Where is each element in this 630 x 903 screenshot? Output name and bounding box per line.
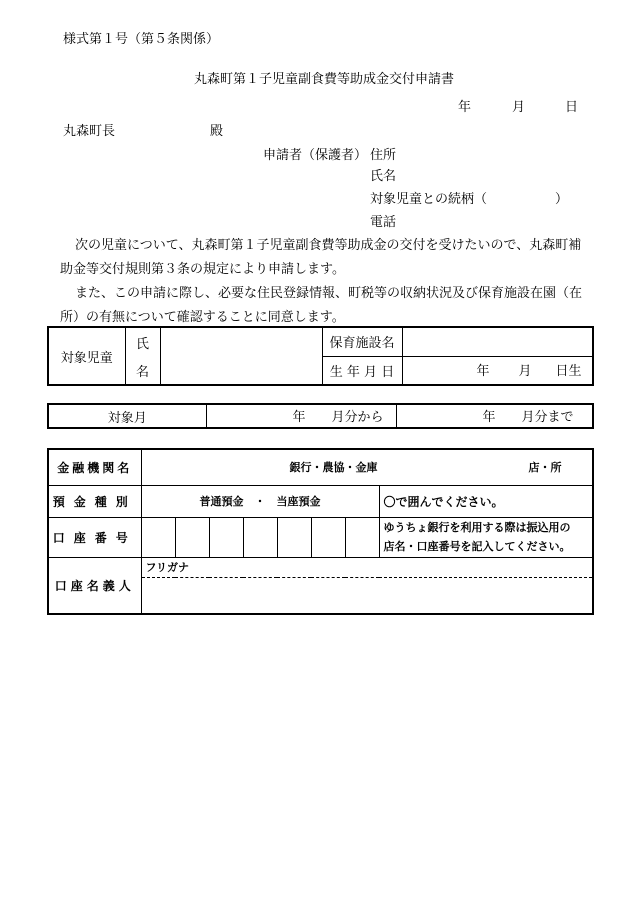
target-month-label: 対象月 (48, 404, 206, 428)
child-name-label-top: 氏 (125, 327, 160, 356)
birth-day-label: 日生 (555, 363, 582, 379)
to-year-label: 年 (482, 410, 496, 425)
account-digit-6[interactable] (311, 517, 345, 557)
holder-label: 口座名義人 (48, 557, 141, 614)
from-year-label: 年 (292, 410, 306, 425)
account-digit-7[interactable] (345, 517, 379, 557)
applicant-phone-label: 電話 (370, 215, 397, 230)
birthdate-label: 生 年 月 日 (322, 356, 402, 385)
account-digit-4[interactable] (243, 517, 277, 557)
facility-field[interactable] (402, 327, 593, 356)
account-digit-5[interactable] (277, 517, 311, 557)
birthdate-field[interactable] (402, 356, 593, 385)
account-label: 口座番号 (48, 517, 141, 557)
date-month-label: 月 (512, 100, 526, 115)
applicant-name-label: 氏名 (370, 169, 397, 184)
facility-label: 保育施設名 (322, 327, 402, 356)
date-day-label: 日 (565, 100, 579, 115)
deposit-note: 〇で囲んでください。 (379, 485, 593, 517)
furigana-field[interactable] (141, 557, 593, 577)
form-number: 様式第１号（第５条関係） (63, 32, 220, 47)
target-month-to-field[interactable] (396, 404, 593, 428)
institution-types: 銀行・農協・金庫 (289, 461, 378, 474)
target-month-from-field[interactable] (206, 404, 396, 428)
applicant-relation-label: 対象児童との続柄（ (370, 192, 488, 207)
account-note-line-1: ゆうちょ銀行を利用する際は振込用の (383, 521, 571, 534)
form-title: 丸森町第１子児童副食費等助成金交付申請書 (194, 72, 455, 87)
bank-table (47, 448, 594, 615)
child-label: 対象児童 (48, 327, 125, 385)
account-note-line-2: 店名・口座番号を記入してください。 (383, 540, 571, 553)
deposit-options[interactable]: 普通預金 ・ 当座預金 (141, 485, 379, 517)
birth-month-label: 月 (518, 363, 532, 379)
account-digit-3[interactable] (209, 517, 243, 557)
account-digit-2[interactable] (175, 517, 209, 557)
child-name-label-bottom: 名 (125, 356, 160, 385)
holder-name-field[interactable] (141, 577, 593, 614)
branch-types: 店・所 (528, 461, 562, 474)
institution-label: 金融機関名 (48, 449, 141, 485)
applicant-address-label: 住所 (370, 148, 397, 163)
child-table (47, 326, 594, 386)
from-month-label: 月分から (331, 410, 384, 425)
applicant-relation-close: ） (555, 192, 569, 207)
target-month-table (47, 403, 594, 429)
account-note (379, 517, 593, 557)
addressee-name: 丸森町長 (63, 124, 116, 139)
request-paragraph: 次の児童について、丸森町第１子児童副食費等助成金の交付を受けたいので、丸森町補助金等交付規則第３条の規定により申請します。 (60, 238, 582, 277)
to-month-label: 月分まで (521, 410, 574, 425)
consent-paragraph: また、この申請に際し、必要な住民登録情報、町税等の収納状況及び保育施設在園（在所）の有無について確認することに同意します。 (60, 286, 583, 325)
institution-field[interactable] (141, 449, 593, 485)
account-digit-1[interactable] (141, 517, 175, 557)
birth-year-label: 年 (476, 363, 490, 379)
child-name-field[interactable] (160, 327, 322, 385)
addressee-honorific: 殿 (210, 124, 224, 139)
applicant-label: 申請者（保護者） (263, 148, 368, 163)
furigana-label: フリガナ (145, 561, 189, 574)
date-year-label: 年 (458, 100, 472, 115)
deposit-label: 預金種別 (48, 485, 141, 517)
